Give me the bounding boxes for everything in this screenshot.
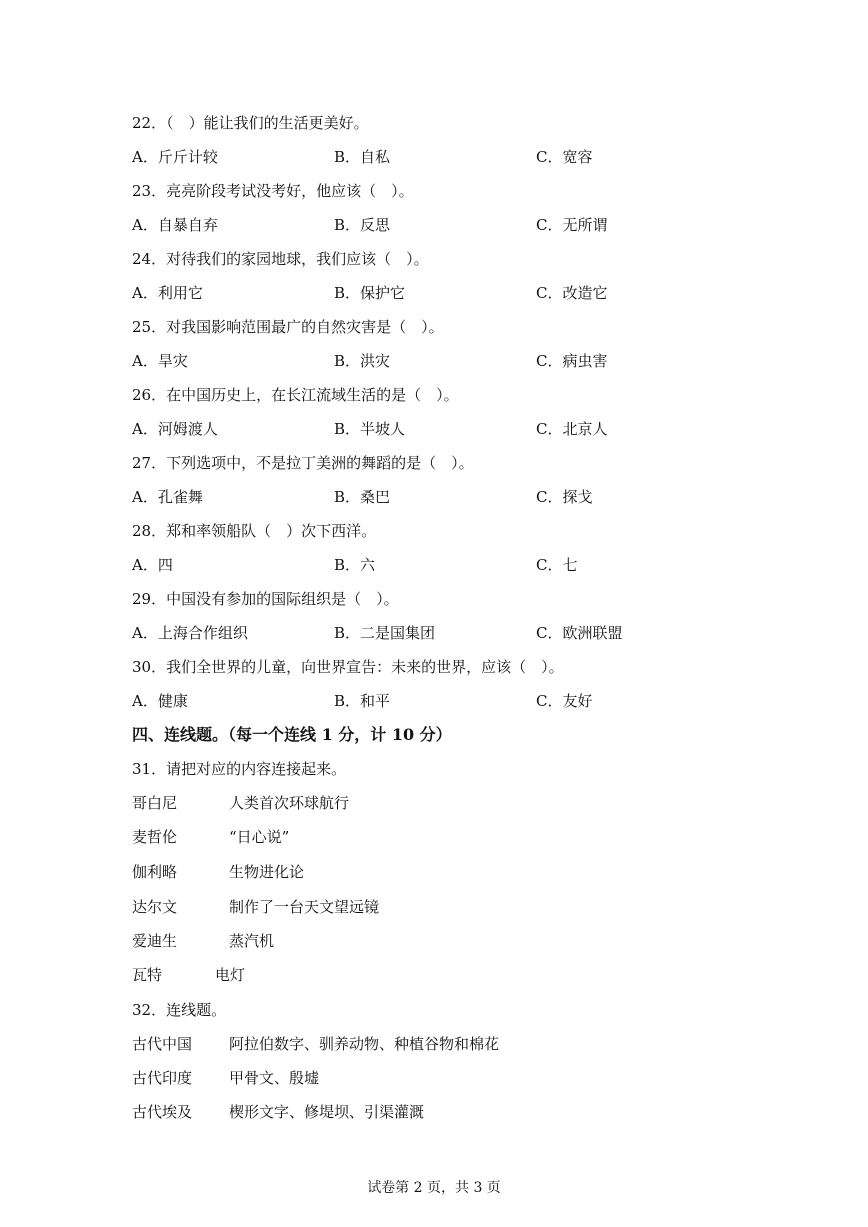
match-left[interactable]: 哥白尼 (132, 794, 178, 812)
page-footer: 试卷第 2 页，共 3 页 (367, 1180, 501, 1196)
option-b[interactable]: B．保护它 (334, 284, 406, 302)
question-29-options (0, 621, 868, 645)
question-28-stem: 28．郑和率领船队（ ）次下西洋。 (132, 522, 377, 540)
question-22-options (0, 145, 868, 169)
match-right[interactable]: 电灯 (215, 966, 246, 984)
match-pair (0, 1032, 868, 1056)
match-left[interactable]: 伽利略 (132, 863, 178, 881)
match-right[interactable]: 制作了一台天文望远镜 (229, 898, 380, 916)
match-right[interactable]: 人类首次环球航行 (229, 794, 350, 812)
question-26-stem: 26．在中国历史上，在长江流域生活的是（ ）。 (132, 386, 459, 404)
match-right[interactable]: 蒸汽机 (229, 932, 275, 950)
option-a[interactable]: A．四 (132, 556, 173, 574)
match-left[interactable]: 古代埃及 (132, 1103, 193, 1121)
match-pair (0, 825, 868, 849)
option-b[interactable]: B．自私 (334, 148, 391, 166)
question-24-stem: 24．对待我们的家园地球，我们应该（ ）。 (132, 250, 429, 268)
option-c[interactable]: C．北京人 (536, 420, 608, 438)
question-30-options (0, 689, 868, 713)
match-right[interactable]: “日心说” (229, 828, 290, 846)
question-25-options (0, 349, 868, 373)
option-c[interactable]: C．病虫害 (536, 352, 608, 370)
match-left[interactable]: 达尔文 (132, 898, 178, 916)
question-28-options (0, 553, 868, 577)
option-c[interactable]: C．无所谓 (536, 216, 608, 234)
question-23-stem: 23．亮亮阶段考试没考好，他应该（ ）。 (132, 182, 414, 200)
match-right[interactable]: 生物进化论 (229, 863, 305, 881)
section-heading: 四、连线题。（每一个连线 1 分，计 10 分） (132, 725, 452, 744)
match-left[interactable]: 瓦特 (132, 966, 163, 984)
match-right[interactable]: 甲骨文、殷墟 (229, 1069, 320, 1087)
option-b[interactable]: B．反思 (334, 216, 391, 234)
option-c[interactable]: C．探戈 (536, 488, 593, 506)
match-pair (0, 963, 868, 987)
option-c[interactable]: C．友好 (536, 692, 593, 710)
question-22-stem: 22．（ ）能让我们的生活更美好。 (132, 114, 369, 132)
question-25-stem: 25．对我国影响范围最广的自然灾害是（ ）。 (132, 318, 444, 336)
option-a[interactable]: A．健康 (132, 692, 188, 710)
match-right[interactable]: 阿拉伯数字、驯养动物、种植谷物和棉花 (229, 1035, 500, 1053)
question-23-options (0, 213, 868, 237)
match-left[interactable]: 爱迪生 (132, 932, 178, 950)
match-right[interactable]: 楔形文字、修堤坝、引渠灌溉 (229, 1103, 425, 1121)
option-b[interactable]: B．半坡人 (334, 420, 406, 438)
option-b[interactable]: B．洪灾 (334, 352, 391, 370)
question-27-stem: 27．下列选项中，不是拉丁美洲的舞蹈的是（ ）。 (132, 454, 474, 472)
option-a[interactable]: A．自暴自弃 (132, 216, 218, 234)
question-31-stem: 31．请把对应的内容连接起来。 (132, 760, 347, 778)
question-29-stem: 29．中国没有参加的国际组织是（ ）。 (132, 590, 399, 608)
option-b[interactable]: B．六 (334, 556, 376, 574)
match-left[interactable]: 古代印度 (132, 1069, 193, 1087)
question-32-stem: 32．连线题。 (132, 1001, 227, 1019)
question-26-options (0, 417, 868, 441)
option-c[interactable]: C．宽容 (536, 148, 593, 166)
match-pair (0, 1066, 868, 1090)
option-b[interactable]: B．二是国集团 (334, 624, 436, 642)
option-b[interactable]: B．和平 (334, 692, 391, 710)
option-a[interactable]: A．河姆渡人 (132, 420, 218, 438)
option-c[interactable]: C．改造它 (536, 284, 608, 302)
option-a[interactable]: A．斤斤计较 (132, 148, 218, 166)
option-b[interactable]: B．桑巴 (334, 488, 391, 506)
option-a[interactable]: A．利用它 (132, 284, 203, 302)
match-pair (0, 1100, 868, 1124)
option-a[interactable]: A．孔雀舞 (132, 488, 203, 506)
match-left[interactable]: 古代中国 (132, 1035, 193, 1053)
match-pair (0, 929, 868, 953)
option-c[interactable]: C．欧洲联盟 (536, 624, 623, 642)
option-a[interactable]: A．上海合作组织 (132, 624, 248, 642)
match-left[interactable]: 麦哲伦 (132, 828, 178, 846)
question-30-stem: 30．我们全世界的儿童，向世界宣告：未来的世界，应该（ ）。 (132, 658, 564, 676)
match-pair (0, 860, 868, 884)
match-pair (0, 895, 868, 919)
option-a[interactable]: A．旱灾 (132, 352, 188, 370)
question-27-options (0, 485, 868, 509)
option-c[interactable]: C．七 (536, 556, 578, 574)
question-24-options (0, 281, 868, 305)
match-pair (0, 791, 868, 815)
